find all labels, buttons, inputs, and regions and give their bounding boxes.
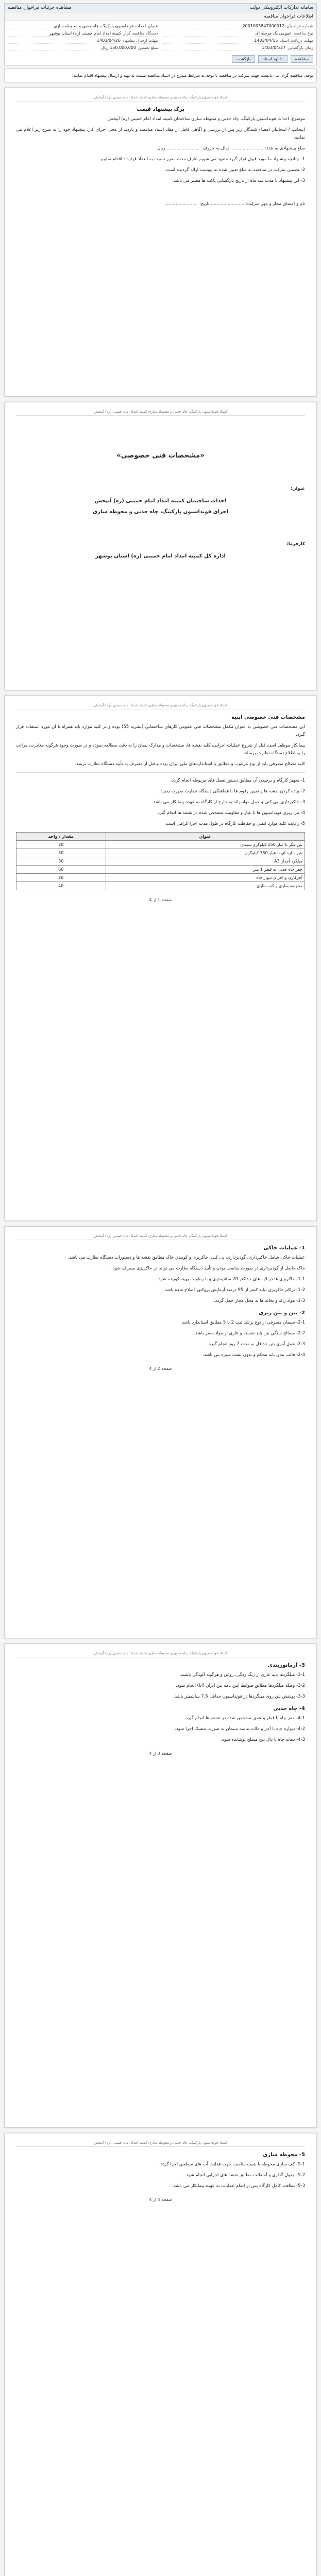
- field-row: مهلت دریافت اسناد 1403/04/15: [163, 38, 314, 44]
- paragraph: این مشخصات فنی خصوصی به عنوان مکمل مشخصات فنی عمومی کارهای ساختمانی (نشریه 55) بوده و در کلیه موارد باید همراه با آن مورد استفاده قرار گیرد.: [16, 724, 305, 737]
- signature-line: نام و امضای مجاز و مهر شرکت: ........................ تاریخ: ........................: [164, 201, 305, 207]
- doc-page-spec-2: [4, 1226, 317, 1638]
- doc-page-cover: [4, 402, 317, 690]
- page-number: صفحه 1 از 4: [149, 897, 172, 902]
- doc-page-spec-3: [4, 1643, 317, 2128]
- list-item: 5-3- نظافت کامل کارگاه پس از اتمام عملیات به عهده پیمانکار می باشد.: [172, 2183, 305, 2189]
- list-item: 1-3- مواد زائد و نخاله ها به محل مجاز حمل گردد.: [214, 1298, 305, 1303]
- table-header-row: [16, 833, 305, 841]
- paragraph: کلیه مصالح مصرفی باید از نوع مرغوب و مطابق با استانداردهای ملی ایران بوده و قبل از مصرف به تأیید دستگاه نظارت برسد.: [75, 761, 305, 767]
- table-row: محوطه سازی و کف سازی 40: [16, 882, 305, 890]
- list-item: 2-3- عمل آوری بتن حداقل به مدت 7 روز انجام گیرد.: [207, 1342, 305, 1347]
- table-header: عنوان: [106, 833, 305, 841]
- table-header: مقدار / واحد: [16, 833, 106, 841]
- back-button[interactable]: بازگشت: [232, 55, 255, 63]
- list-item: 1- چنانچه پیشنهاد ما مورد قبول قرار گیرد متعهد می شویم ظرف مدت مقرر نسبت به انعقاد قرارداد اقدام نماییم.: [99, 157, 305, 162]
- field-row: عنوان احداث فونداسیون پارکینگ، چاه جذبی و محوطه سازی: [8, 23, 158, 29]
- section-title: مشخصات فنی خصوصی ابنیه: [231, 715, 305, 720]
- tender-fields: [5, 21, 316, 53]
- list-item: 4-3- دهانه چاه با دال بتن مسلح پوشانده شود.: [221, 1737, 305, 1742]
- list-item: 2- پیاده کردن نقشه ها و تعیین رقوم ها با هماهنگی دستگاه نظارت صورت پذیرد.: [159, 789, 305, 794]
- list-item: 5-1- کف سازی محوطه با شیب مناسب جهت هدایت آب های سطحی اجرا گردد.: [159, 2162, 305, 2167]
- list-item: 3- خاکبرداری، پی کنی و حمل مواد زائد به خارج از کارگاه به عهده پیمانکار می باشد.: [151, 800, 305, 805]
- list-item: 2-4- قالب بندی باید محکم و بدون نشت شیره بتن باشد.: [202, 1352, 305, 1358]
- page-number: صفحه 4 از 4: [149, 2197, 172, 2202]
- list-item: 4-1- حفر چاه با قطر و عمق مشخص شده در نقشه ها انجام گیرد.: [184, 1716, 305, 1721]
- project-sub: اجرای فونداسیون پارکینگ، چاه جذبی و محوطه سازی: [92, 509, 229, 515]
- divider: [16, 772, 305, 773]
- page-header: اسناد فونداسیون پارکینگ، چاه جذبی و محوطه سازی کمیته امداد امام خمینی (ره) آبپخش: [16, 2141, 305, 2147]
- page-header: اسناد فونداسیون پارکینگ، چاه جذبی و محوطه سازی کمیته امداد امام خمینی (ره) آبپخش: [16, 1234, 305, 1240]
- project-name: احداث ساختمان کمیته امداد امام خمینی (ره) آبپخش: [94, 498, 227, 504]
- list-item: 3-3- پوشش بتن روی میلگردها در فونداسیون حداقل 7.5 سانتیمتر باشد.: [173, 1694, 305, 1699]
- list-item: 2-1- سیمان مصرفی از نوع پرتلند تیپ 2 یا 5 مطابق استاندارد باشد.: [180, 1320, 305, 1325]
- field-row: نوع مناقصه عمومی یک مرحله ای: [163, 30, 314, 37]
- intro-paragraph: موضوع: احداث فونداسیون پارکینگ، چاه جذبی و محوطه سازی ساختمان کمیته امداد امام خمینی (ره) آبپخش: [107, 116, 305, 122]
- table-row: بتن سازه ای با عیار 350 کیلوگرم 50: [16, 849, 305, 857]
- list-item: 1-2- تراکم خاکریزی نباید کمتر از 95 درصد آزمایش پروکتور اصلاح شده باشد.: [163, 1287, 305, 1293]
- list-item: 2- تضمین شرکت در مناقصه به مبلغ تعیین شده به پیوست ارائه گردیده است.: [164, 167, 305, 173]
- doc-page-spec-1: [4, 696, 317, 1221]
- doc-page-intro: [4, 88, 317, 397]
- page-header: اسناد فونداسیون پارکینگ، چاه جذبی و محوطه سازی کمیته امداد امام خمینی (ره) آبپخش: [16, 95, 305, 101]
- section-title: 4- چاه جذبی: [273, 1706, 305, 1711]
- employer-name: اداره کل کمیته امداد امام خمینی (ره) استان بوشهر: [95, 553, 226, 559]
- field-row: مبلغ تضمین 150,000,000 ریال: [8, 45, 158, 51]
- list-item: 1-1- خاکریزی ها در لایه های حداکثر 20 سانتیمتری و با رطوبت بهینه کوبیده شود.: [157, 1277, 305, 1282]
- list-item: 3-2- وصله میلگردها مطابق ضوابط آیین نامه بتن ایران (آبا) انجام شود.: [176, 1683, 305, 1688]
- quantities-table: [16, 832, 305, 890]
- page-number: صفحه 2 از 4: [149, 1366, 172, 1371]
- portal-note: توجه: مناقصه گران می بایست جهت شرکت در مناقصه با توجه به شرایط مندرج در اسناد مناقصه نسبت به تهیه و ارسال پیشنهاد اقدام نمایند.: [4, 69, 317, 82]
- table-row: حفر چاه جذبی به قطر 1 متر 60: [16, 866, 305, 874]
- paragraph: خاک حاصل از گودبرداری در صورت مناسب بودن و تأیید دستگاه نظارت می تواند در خاکریزی مصرف شود.: [111, 1266, 305, 1271]
- download-button[interactable]: دانلود اسناد: [258, 55, 287, 63]
- field-row: دستگاه مناقصه گزار کمیته امداد امام خمینی (ره) استان بوشهر: [8, 30, 158, 37]
- field-row: شماره فراخوان 2001005847000012: [163, 23, 314, 29]
- table-row: بتن مگر با عیار 150 کیلوگرم سیمان 20: [16, 841, 305, 849]
- list-item: 5- رعایت کلیه موارد ایمنی و حفاظت کارگاه در طول مدت اجرا الزامی است.: [164, 821, 305, 826]
- list-item: 4- بتن ریزی فونداسیون ها با عیار و مقاومت مشخص شده در نقشه ها انجام گیرد.: [156, 810, 305, 816]
- view-button[interactable]: مشاهده: [291, 55, 313, 63]
- list-item: 1- تجهیز کارگاه و برچیدن آن مطابق دستورالعمل های مربوطه انجام گردد.: [170, 778, 305, 783]
- tender-info-title: اطلاعات فراخوان مناقصه: [264, 14, 313, 19]
- doc-page-spec-4: [4, 2133, 317, 2576]
- intro-paragraph: اینجانب / اینجانبان امضاء کنندگان زیر پس از بررسی و آگاهی کامل از مفاد اسناد مناقصه و بازدید از محل اجرای کار، پیشنهاد خود را به شرح زیر اعلام می نماییم.: [16, 127, 305, 140]
- list-item: 5-2- جدول گذاری و آسفالت مطابق نقشه های اجرایی انجام شود.: [184, 2173, 305, 2178]
- page-header: اسناد فونداسیون پارکینگ، چاه جذبی و محوطه سازی کمیته امداد امام خمینی (ره) آبپخش: [16, 1651, 305, 1657]
- field-row: مهلت ارسال پیشنهاد 1403/04/26: [8, 38, 158, 44]
- page-header: اسناد فونداسیون پارکینگ، چاه جذبی و محوطه سازی کمیته امداد امام خمینی (ره) آبپخش: [16, 410, 305, 416]
- project-label: عنوان:: [290, 486, 305, 492]
- section-title: 2- بتن و بتن ریزی: [259, 1310, 305, 1316]
- portal-header: [5, 4, 316, 12]
- paragraph: پیمانکار موظف است قبل از شروع عملیات اجرایی، کلیه نقشه ها، مشخصات و مدارک پیمان را به دقت مطالعه نموده و در صورت وجود هرگونه مغایرت، مراتب را به اطلاع دستگاه نظارت برساند.: [16, 743, 305, 756]
- action-buttons: [5, 53, 316, 65]
- list-item: 3- این پیشنهاد تا مدت سه ماه از تاریخ بازگشایی پاکت ها معتبر می باشد.: [172, 178, 305, 183]
- spec-title: «مشخصات فنی خصوصی»: [116, 452, 205, 460]
- list-item: 3-1- میلگردها باید عاری از زنگ زدگی، روغن و هرگونه آلودگی باشند.: [179, 1672, 305, 1677]
- paragraph: عملیات خاکی شامل خاکبرداری، گودبرداری، پی کنی، خاکریزی و کوبیدن خاک مطابق نقشه ها و دستورات دستگاه نظارت می باشد.: [67, 1255, 305, 1260]
- list-item: 2-2- مصالح سنگی بتن باید شسته و عاری از مواد مضر باشد.: [194, 1331, 305, 1336]
- employer-label: کارفرما:: [286, 541, 305, 547]
- table-row: آجرکاری و اجرای دیوار چاه 20: [16, 874, 305, 882]
- intro-paragraph: مبلغ پیشنهادی به عدد: ........................ ریال به حروف: ........................ ریال: [157, 146, 305, 151]
- list-item: 4-2- دیواره چاه با آجر و ملات ماسه سیمان به صورت مشبک اجرا شود.: [175, 1726, 305, 1732]
- field-row: زمان بازگشایی 1403/04/27: [163, 45, 314, 51]
- section-title: 5- محوطه سازی: [263, 2152, 305, 2158]
- intro-title: برگ پیشنهاد قیمت: [137, 107, 184, 112]
- tender-info-head: [5, 12, 316, 21]
- section-title: 1- عملیات خاکی: [263, 1245, 305, 1251]
- section-title: 3- آرماتوربندی: [267, 1663, 305, 1668]
- portal-title: سامانه تدارکات الکترونیکی دولت: [249, 5, 313, 10]
- breadcrumb[interactable]: مشاهده جزئیات فراخوان مناقصه: [8, 5, 72, 10]
- page-header: اسناد فونداسیون پارکینگ، چاه جذبی و محوطه سازی کمیته امداد امام خمینی (ره) آبپخش: [16, 703, 305, 709]
- table-row: میلگرد آجدار A3 30: [16, 857, 305, 866]
- page-number: صفحه 3 از 4: [149, 1751, 172, 1756]
- portal-header-panel: [4, 3, 317, 65]
